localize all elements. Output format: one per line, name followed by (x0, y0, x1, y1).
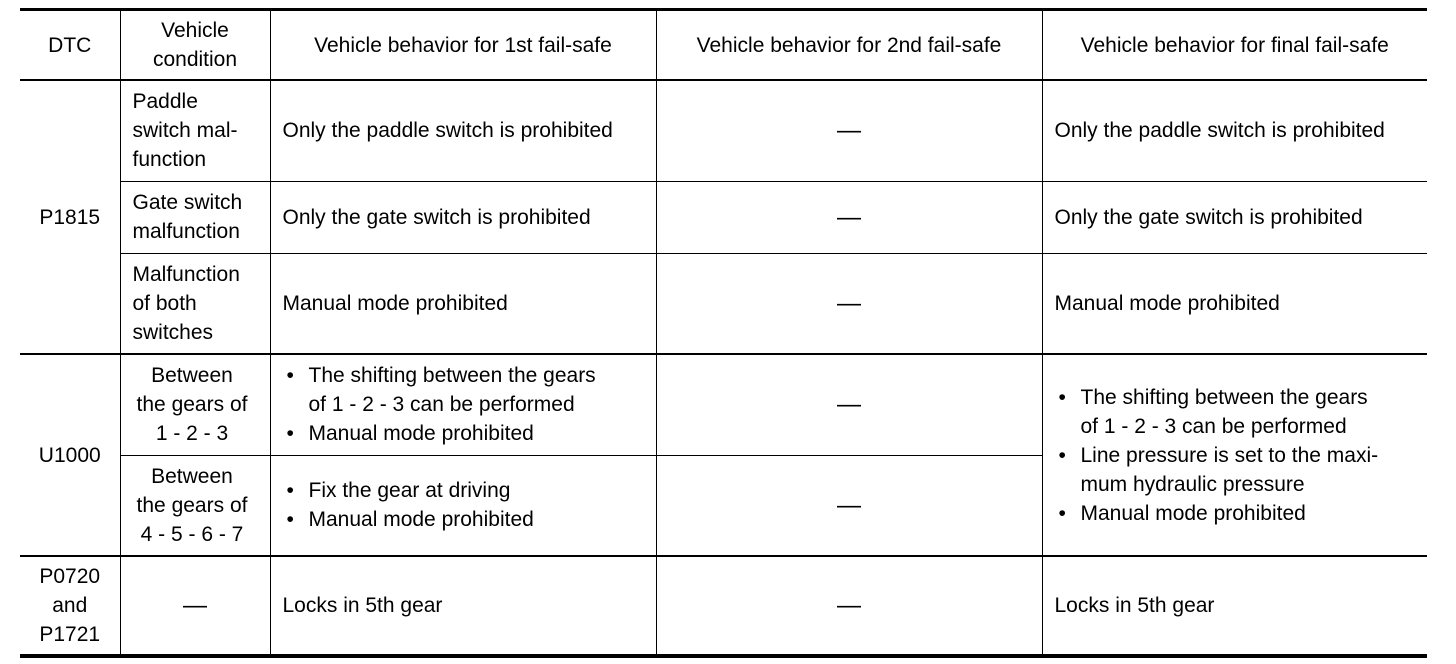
first-fail-safe-behavior: Locks in 5th gear (270, 556, 656, 656)
final-fail-safe-behavior (1042, 354, 1427, 556)
first-fail-safe-behavior: Only the gate switch is prohibited (270, 181, 656, 253)
final-fail-safe-behavior: Only the gate switch is prohibited (1042, 181, 1427, 253)
second-fail-safe-behavior: — (656, 354, 1042, 455)
first-fail-safe-behavior: Manual mode prohibited (270, 253, 656, 354)
list-item: • Line pressure is set to the maxi- mum hydraulic pressure (1081, 441, 1416, 499)
vehicle-condition: Malfunction of both switches (120, 253, 270, 354)
list-item: • Manual mode prohibited (1081, 499, 1416, 528)
table-row (20, 354, 1427, 455)
fail-safe-table (20, 8, 1427, 658)
list-item: • The shifting between the gears of 1 - 2 - 3 can be performed (309, 361, 644, 419)
list-item: • Manual mode prohibited (309, 505, 644, 534)
list-item: • The shifting between the gears of 1 - 2 - 3 can be performed (1081, 383, 1416, 441)
dtc-code: P0720 and P1721 (20, 556, 120, 656)
bullet-list (1055, 383, 1416, 528)
final-fail-safe-behavior: Manual mode prohibited (1042, 253, 1427, 354)
second-fail-safe-behavior: — (656, 80, 1042, 181)
header-final-fail-safe: Vehicle behavior for final fail-safe (1042, 10, 1427, 81)
dtc-code: P1815 (20, 80, 120, 354)
header-vehicle-condition: Vehicle condition (120, 10, 270, 81)
vehicle-condition: Paddle switch mal- function (120, 80, 270, 181)
vehicle-condition: Between the gears of 4 - 5 - 6 - 7 (120, 455, 270, 556)
bullet-list (283, 361, 644, 448)
header-row (20, 10, 1427, 81)
table-row (20, 80, 1427, 181)
first-fail-safe-behavior (270, 354, 656, 455)
dtc-code: U1000 (20, 354, 120, 556)
list-item: • Fix the gear at driving (309, 476, 644, 505)
header-dtc: DTC (20, 10, 120, 81)
second-fail-safe-behavior: — (656, 181, 1042, 253)
list-item: • Manual mode prohibited (309, 419, 644, 448)
header-second-fail-safe: Vehicle behavior for 2nd fail-safe (656, 10, 1042, 81)
final-fail-safe-behavior: Only the paddle switch is prohibited (1042, 80, 1427, 181)
header-first-fail-safe: Vehicle behavior for 1st fail-safe (270, 10, 656, 81)
first-fail-safe-behavior (270, 455, 656, 556)
bullet-list (283, 476, 644, 534)
second-fail-safe-behavior: — (656, 253, 1042, 354)
second-fail-safe-behavior: — (656, 455, 1042, 556)
table-row (20, 556, 1427, 656)
table-row (20, 181, 1427, 253)
first-fail-safe-behavior: Only the paddle switch is prohibited (270, 80, 656, 181)
table-row (20, 253, 1427, 354)
vehicle-condition: Gate switch malfunction (120, 181, 270, 253)
final-fail-safe-behavior: Locks in 5th gear (1042, 556, 1427, 656)
vehicle-condition: Between the gears of 1 - 2 - 3 (120, 354, 270, 455)
vehicle-condition: — (120, 556, 270, 656)
second-fail-safe-behavior: — (656, 556, 1042, 656)
